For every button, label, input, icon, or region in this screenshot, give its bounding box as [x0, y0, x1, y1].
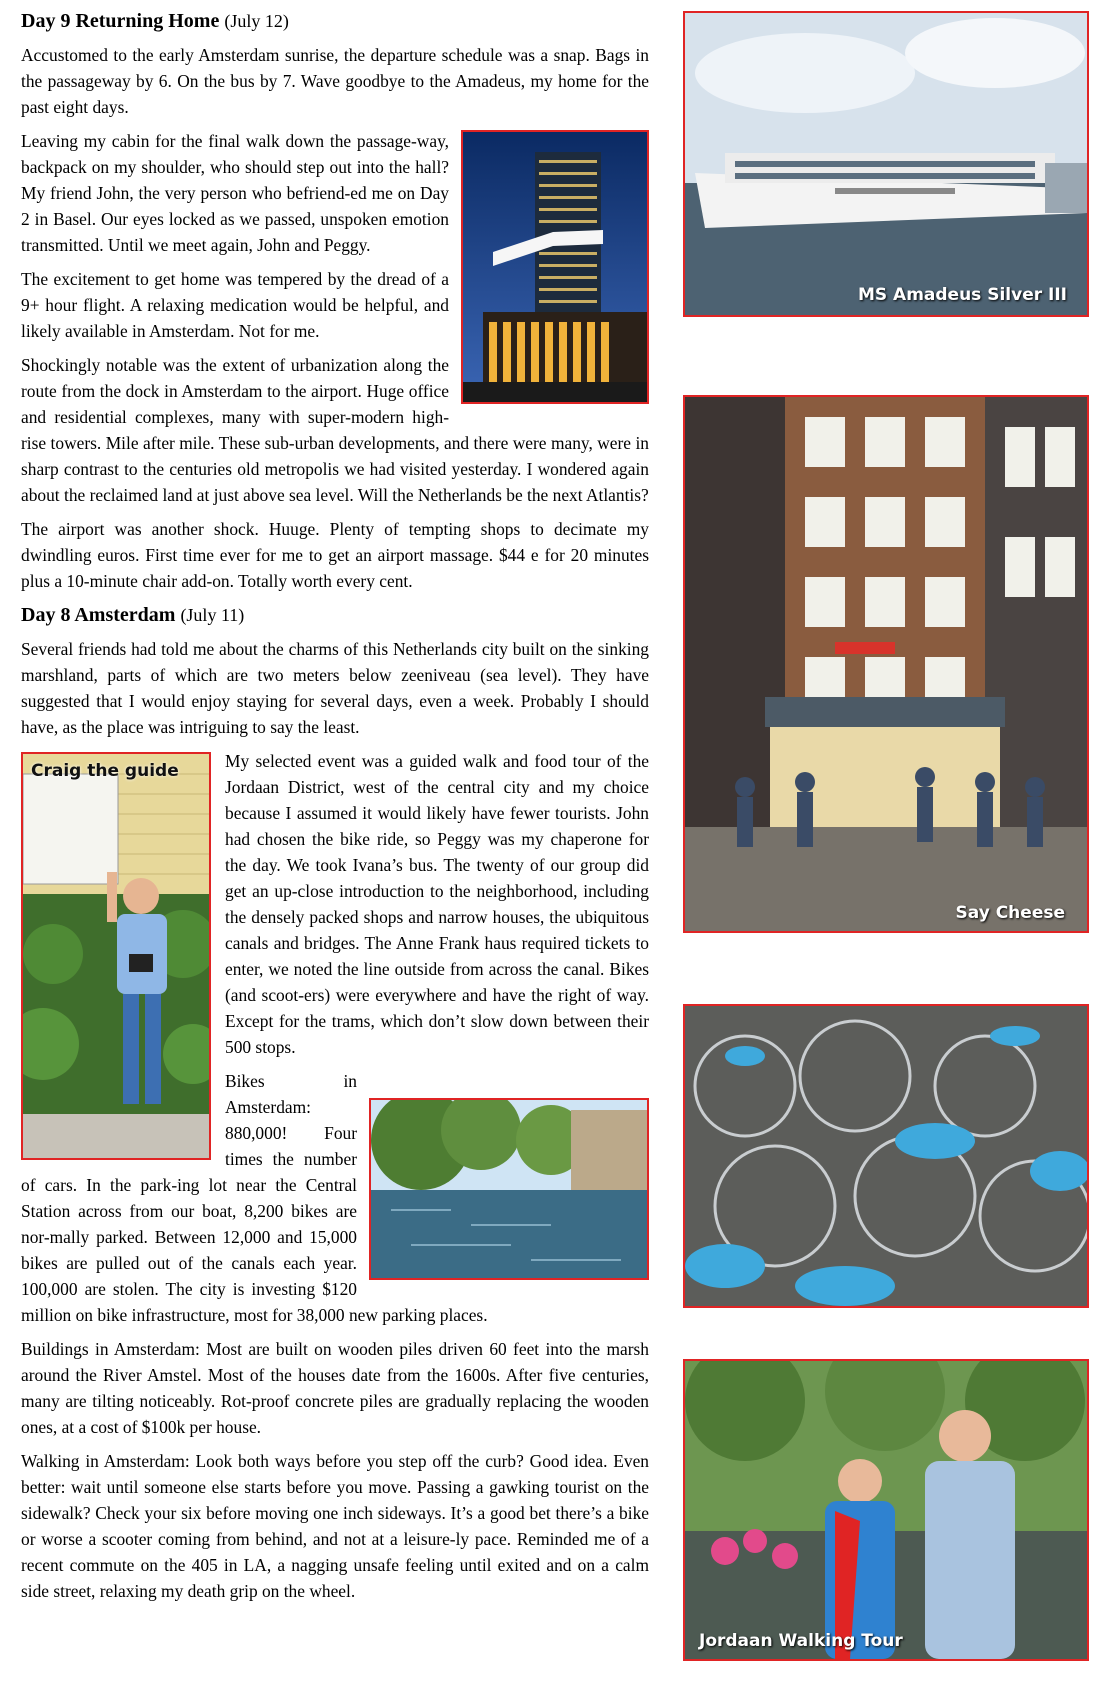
canal-photo	[369, 1098, 649, 1280]
day8-paragraph-1: Several friends had told me about the charms of this Netherlands city built on the sinking marshland, parts of which are two meters below zeeniveau (sea level). They have suggested that I would enjoy staying for several days, even a week. Probably I should have, as the place was intriguing to say the least.	[21, 639, 649, 737]
ship-photo	[683, 11, 1089, 317]
ship-name-plate	[835, 188, 955, 194]
day9-paragraph-3: The excitement to get home was tempered by the dread of a 9+ hour flight. A relaxing medication would be helpful, and likely available in Amsterdam. Not for me.	[21, 269, 449, 341]
day8-heading	[21, 602, 649, 628]
guide-image	[23, 754, 209, 1158]
couple-image	[685, 1361, 1087, 1659]
day8-date: (July 11)	[180, 605, 245, 625]
day9-paragraph-5: The airport was another shock. Huuge. Plenty of tempting shops to decimate my dwindling euros. First time ever for me to get an airport massage. $44 e for 20 minutes plus a 10-minute chair add-on. Totally worth every cent.	[21, 519, 649, 591]
day9-heading	[21, 8, 649, 34]
tower-photo	[461, 130, 649, 404]
guide-caption: Craig the guide	[31, 761, 179, 781]
bicycles-image	[685, 1006, 1087, 1306]
cheese-shop-image	[685, 397, 1087, 931]
day8-paragraph-4: Buildings in Amsterdam: Most are built on wooden piles driven 60 feet into the marsh around the River Amstel. Most of the houses date from the 1600s. After five centuries, many are tilting noticeably. Rot-proof concrete piles are gradually replacing the wooden ones, at a cost of $100k per house.	[21, 1339, 649, 1437]
ship-image	[685, 13, 1087, 315]
day9-date: (July 12)	[224, 11, 289, 31]
day8-paragraph-3: Bikes in Amsterdam: 880,000! Four times the number of cars. In the park-ing lot near the Central Station across from our boat, 8,200 bikes are nor-mally parked. Between 12,000 and 15,000 bikes are pulled out of the canals each year. 100,000 are stolen. The city is investing $120 million on bike infrastructure, most for 38,000 new parking places.	[21, 1071, 488, 1325]
canal-image	[371, 1100, 647, 1278]
day9-paragraph-4: Shockingly notable was the extent of urbanization along the route from the dock in Amsterdam to the airport. Huge office and residential complexes, many with super-modern high-rise towers. Mile after mile. These sub-urban developments, and there were many, were in sharp contrast to the centuries old metropolis we had visited yesterday. I wondered again about the reclaimed land at just above sea level. Will the Netherlands be the next Atlantis?	[21, 355, 649, 505]
ship-caption: MS Amadeus Silver III	[857, 285, 1067, 305]
walking-tour-photo	[683, 1359, 1089, 1661]
guide-photo	[21, 752, 211, 1160]
cheese-caption: Say Cheese	[955, 903, 1065, 923]
bikes-photo	[683, 1004, 1089, 1308]
day8-title: Day 8 Amsterdam	[21, 604, 176, 626]
modern-tower-image	[463, 132, 647, 402]
day9-paragraph-2: Leaving my cabin for the final walk down the passage-way, backpack on my shoulder, who should step out into the hall? My friend John, the very person who befriend-ed me on Day 2 in Basel. Our eyes locked as we passed, unspoken emotion transmitted. Until we meet again, John and Peggy.	[21, 131, 449, 255]
day8-paragraph-2: My selected event was a guided walk and food tour of the Jordaan District, west of the central city and my choice because I assumed it would likely have fewer tourists. John had chosen the bike ride, so Peggy was my chaperone for the day. We took Ivana’s bus. The twenty of our group did get an up-close introduction to the neighborhood, including the densely packed shops and narrow houses, the ubiquitous canals and bridges. The Anne Frank haus required tickets to enter, we noted the line outside from across the canal. Bikes (and scoot-ers) were everywhere and have the right of way. Except for the trams, which don’t slow down between their 500 stops.	[225, 751, 649, 1057]
day8-paragraph-5: Walking in Amsterdam: Look both ways before you step off the curb? Good idea. Even better: wait until someone else starts before you move. Passing a gawking tourist on the sidewalk? Check your six before moving one inch sideways. It’s a good bet there’s a bike or worse a scooter coming from behind, and not at a leisure-ly pace. Reminded me of a recent commute on the 405 in LA, a nagging unsafe feeling until exited and on a calm side street, relaxing my death grip on the wheel.	[21, 1451, 649, 1601]
walking-caption: Jordaan Walking Tour	[699, 1631, 903, 1651]
day9-paragraph-1: Accustomed to the early Amsterdam sunrise, the departure schedule was a snap. Bags in the passageway by 6. On the bus by 7. Wave goodbye to the Amadeus, my home for the past eight days.	[21, 45, 649, 117]
article-text-column	[21, 8, 649, 1612]
cheese-shop-photo	[683, 395, 1089, 933]
day9-title: Day 9 Returning Home	[21, 10, 220, 32]
